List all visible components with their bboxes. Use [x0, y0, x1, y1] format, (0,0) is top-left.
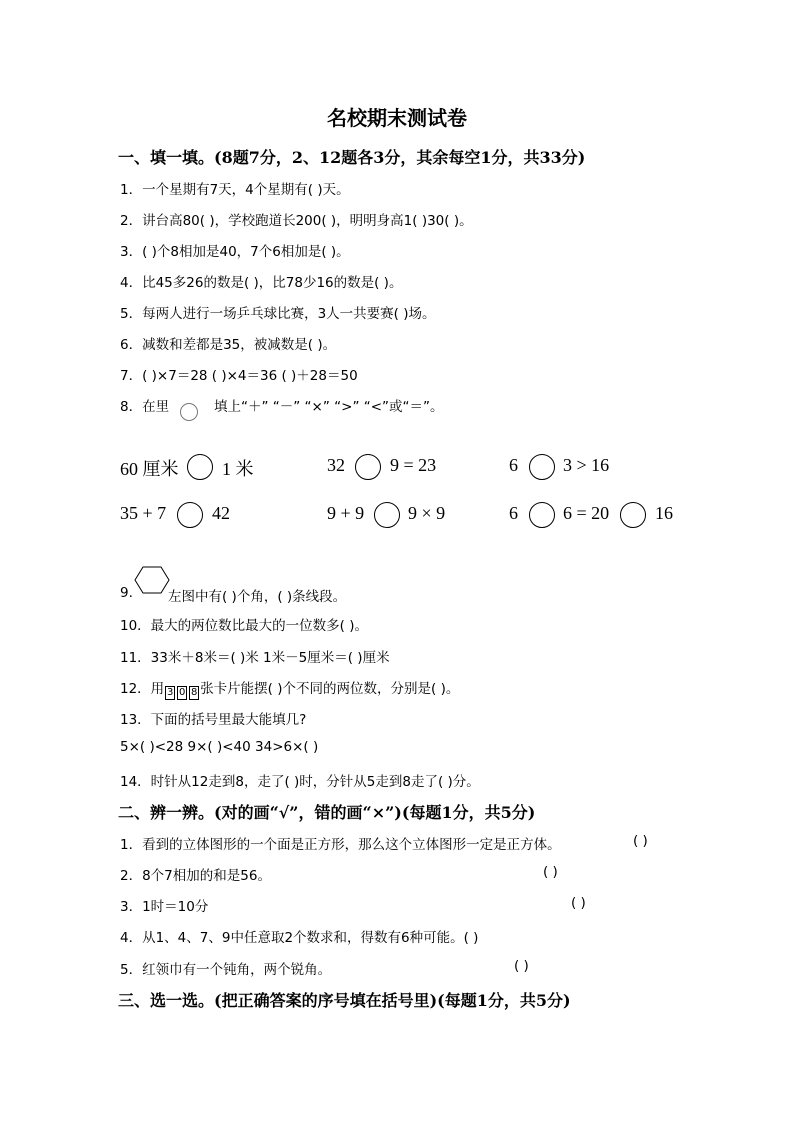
judge-item-4: 4．从1、4、7、9中任意取2个数求和，得数有6种可能。( ): [120, 930, 479, 946]
judge-mark-3[interactable]: ( ): [571, 895, 586, 911]
judge-item-1: 1．看到的立体图形的一个面是正方形，那么这个立体图形一定是正方体。: [120, 837, 561, 853]
section1-heading: 一、填一填。(8题7分，2、12题各3分，其余每空1分，共33分): [118, 148, 586, 167]
answer-circle[interactable]: [177, 502, 203, 528]
circle-icon: [180, 403, 198, 421]
cmp-r1c3-left: 6: [509, 455, 518, 475]
q12-prefix: 12．用: [120, 681, 165, 697]
cmp-r2c1-left: 35 + 7: [120, 503, 167, 523]
question-11: 11．33米＋8米＝( )米 1米－5厘米＝( )厘米: [120, 650, 390, 666]
cmp-r2c1-right: 42: [212, 503, 230, 523]
cmp-r2c3-mid: 6 = 20: [563, 503, 610, 523]
hexagon-icon: [134, 566, 170, 594]
judge-item-3: 3．1时＝10分: [120, 899, 209, 915]
cmp-r2c2-left: 9 + 9: [327, 503, 365, 523]
question-2: 2．讲台高80( )，学校跑道长200( )，明明身高1( )30( )。: [120, 213, 473, 229]
question-8: [120, 395, 169, 415]
question-13-items: 5×( )<28 9×( )<40 34>6×( ): [120, 739, 319, 755]
cmp-r1c1-right: 1 米: [222, 459, 254, 479]
question-4: 4．比45多26的数是( )，比78少16的数是( )。: [120, 275, 403, 291]
judge-mark-1[interactable]: ( ): [633, 833, 648, 849]
page-title: 名校期末测试卷: [327, 106, 467, 130]
answer-circle[interactable]: [187, 454, 213, 480]
answer-circle[interactable]: [620, 502, 646, 528]
number-card: 0: [179, 687, 186, 698]
question-14: 14．时针从12走到8，走了( )时，分针从5走到8走了( )分。: [120, 774, 480, 790]
question-9: 左图中有( )个角，( )条线段。: [168, 589, 347, 605]
answer-circle[interactable]: [355, 454, 381, 480]
judge-item-5: 5．红领巾有一个钝角，两个锐角。: [120, 962, 332, 978]
q8-prefix: 8．在里: [120, 399, 170, 415]
cmp-r1c3-right: 3 > 16: [563, 455, 610, 475]
question-5: 5．每两人进行一场乒乓球比赛，3人一共要赛( )场。: [120, 306, 436, 322]
question-10: 10．最大的两位数比最大的一位数多( )。: [120, 618, 369, 634]
answer-circle[interactable]: [529, 502, 555, 528]
number-card: 3: [167, 687, 174, 698]
section2-heading: 二、辨一辨。(对的画“√”，错的画“×”)(每题1分，共5分): [118, 803, 536, 822]
q12-suffix: 张卡片能摆( )个不同的两位数，分别是( )。: [200, 681, 460, 697]
cmp-r1c1-left: 60 厘米: [120, 459, 179, 479]
cmp-r2c2-right: 9 × 9: [408, 503, 446, 523]
cmp-r1c2-left: 32: [327, 455, 345, 475]
question-1: 1．一个星期有7天，4个星期有( )天。: [120, 182, 350, 198]
q8-suffix: 填上“＋” “－” “×” “>” “<”或“＝”。: [214, 399, 444, 415]
cmp-r1c2-right: 9 = 23: [390, 455, 437, 475]
number-card: 8: [191, 687, 198, 698]
question-12: [120, 677, 459, 700]
question-13: 13．下面的括号里最大能填几?: [120, 712, 307, 728]
q9-number: 9.: [120, 585, 133, 601]
answer-circle[interactable]: [529, 454, 555, 480]
section3-heading: 三、选一选。(把正确答案的序号填在括号里)(每题1分，共5分): [118, 991, 571, 1010]
question-7: 7．( )×7＝28 ( )×4＝36 ( )＋28＝50: [120, 368, 358, 384]
judge-mark-5[interactable]: ( ): [514, 958, 529, 974]
judge-mark-2[interactable]: ( ): [543, 864, 558, 880]
question-6: 6．减数和差都是35，被减数是( )。: [120, 337, 337, 353]
answer-circle[interactable]: [374, 502, 400, 528]
judge-item-2: 2．8个7相加的和是56。: [120, 868, 271, 884]
cmp-r2c3-right: 16: [655, 503, 673, 523]
question-3: 3．( )个8相加是40，7个6相加是( )。: [120, 244, 350, 260]
cmp-r2c3-left: 6: [509, 503, 518, 523]
